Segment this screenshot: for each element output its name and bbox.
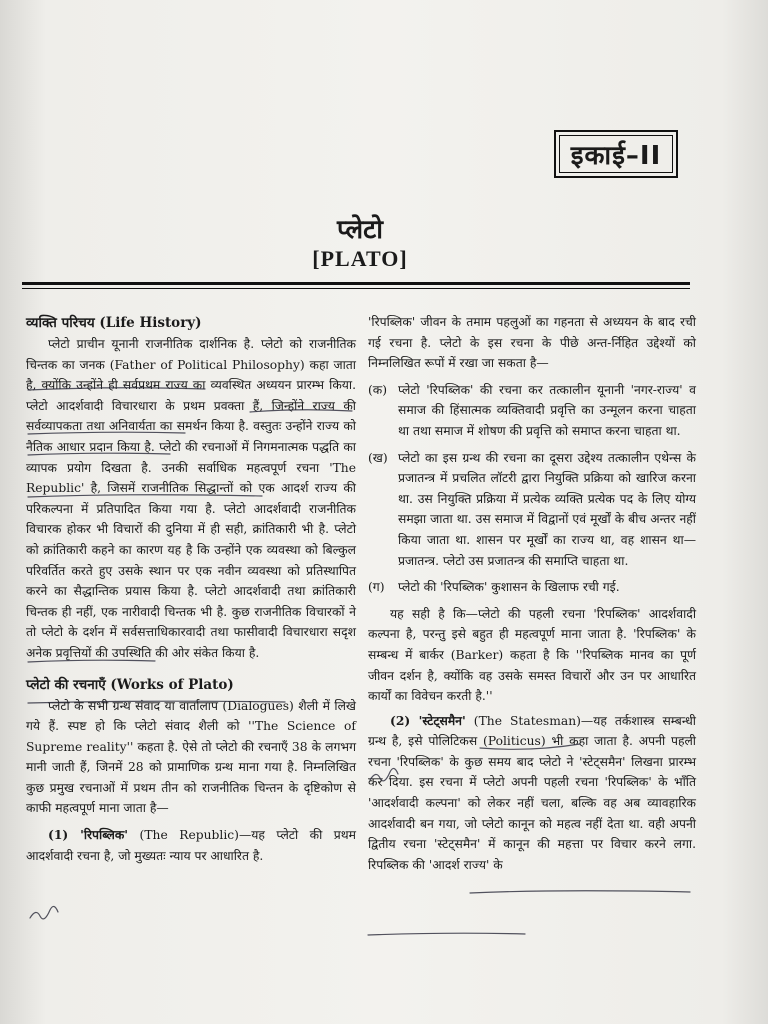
chapter-title-hindi: प्लेटो: [337, 215, 383, 245]
statesman-item-text: (The Statesman)—यह तर्कशास्त्र सम्बन्धी ग्रन्थ है, इसे पोलिटिकस (Politicus) भी कहा जाता है. अपनी पहली रचना 'रिपब्लिक' के कुछ समय बाद प्लेटो ने 'स्टेट्समैन' लिखना प्रारम्भ कर दिया. इस रचना में प्लेटो अपनी पहली रचना 'रिपब्लिक' के भाँति 'आदर्शवादी कल्पना' को लेकर नहीं चला, बल्कि वह अब व्यावहारिक आदर्शवादी बन गया, जो प्लेटो कानून को महत्व नहीं देता था. वही अपनी द्वितीय रचना 'स्टेट्समैन' में कानून की महत्ता पर विचार करने लगा. रिपब्लिक की 'आदर्श राज्य' के: [368, 713, 696, 872]
point-text: प्लेटो 'रिपब्लिक' की रचना कर तत्कालीन यूनानी 'नगर-राज्य' व समाज की हिंसात्मक व्यक्तिवादी प्रवृत्ति का उन्मूलन करना चाहता था तथा समाज में शोषण की प्रवृत्ति को समाप्त करना चाहता था.: [398, 382, 696, 438]
right-column: [368, 312, 696, 875]
works-paragraph: प्लेटो के सभी ग्रन्थ संवाद या वार्तालाप (Dialogues) शैली में लिखे गये हैं. स्पष्ट हो कि प्लेटो संवाद शैली को ''The Science of Supreme reality'' कहता है. ऐसे तो प्लेटो की रचनाएँ 38 के लगभग मानी जाती हैं, जिनमें 28 को प्रामाणिक ग्रन्थ माना गया है. निम्नलिखित कुछ प्रमुख रचनाओं में प्रथम तीन को राजनीतिक चिन्तन के दृष्टिकोण से काफी महत्वपूर्ण माना जाता है—: [26, 698, 356, 816]
statesman-item: [368, 711, 696, 876]
republic-item: [26, 825, 356, 866]
point-text: प्लेटो की 'रिपब्लिक' कुशासन के खिलाफ रची गई.: [398, 580, 620, 595]
life-history-paragraph: प्लेटो प्राचीन यूनानी राजनीतिक दार्शनिक है. प्लेटो को राजनीतिक चिन्तक का जनक (Father of Political Philosophy) कहा जाता है, क्योंकि उन्होंने ही सर्वप्रथम राज्य का व्यवस्थित अध्ययन प्रारम्भ किया. प्लेटो आदर्शवादी विचारधारा के प्रथम प्रवक्ता हैं, जिन्होंने राज्य की सर्वव्यापकता तथा अनिवार्यता का समर्थन किया है. वस्तुतः उन्होंने राज्य को नैतिक आधार प्रदान किया है. प्लेटो की रचनाओं में निगमनात्मक पद्धति का व्यापक प्रयोग दिखता है. उनकी सर्वाधिक महत्वपूर्ण रचना 'The Republic' है, जिसमें राजनीतिक सिद्धान्तों को एक आदर्श राज्य की परिकल्पना में प्रतिपादित किया गया है. प्लेटो आदर्शवादी राजनीतिक विचारक होकर भी विचारों की दुनिया में ही सही, क्रांतिकारी भी है. प्लेटो को क्रांतिकारी कहने का कारण यह है कि उन्होंने एक व्यवस्था को बिल्कुल परिवर्तित करते हुए उसके स्थान पर एक नवीन व्यवस्था को प्रतिस्थापित करने का सैद्धान्तिक प्रयास किया है. प्लेटो आदर्शवादी तथा क्रांतिकारी चिन्तक ही नहीं, एक नारीवादी चिन्तक भी है. कुछ राजनीतिक विचारकों ने तो प्लेटो के दर्शन में सर्वसत्ताधिकारवादी तथा फासीवादी विचारधारा सदृश अनेक प्रवृत्तियों की उपस्थिति की ओर संकेत किया है.: [26, 337, 356, 660]
header-rule-thin: [22, 288, 690, 289]
header-rule-thick: [22, 282, 690, 285]
underline-mark: [470, 891, 690, 893]
objective-point-kha: [368, 448, 696, 572]
point-marker: (ख): [368, 450, 388, 465]
republic-intro: 'रिपब्लिक' जीवन के तमाम पहलुओं का गहनता से अध्ययन के बाद रची गई रचना है. प्लेटो के इस रचना के पीछे अन्त-र्निहित उद्देश्यों को निम्नलिखित रूपों में रखा जा सकता है—: [368, 315, 696, 371]
unit-label: इकाई–II: [570, 141, 662, 171]
works-heading: प्लेटो की रचनाएँ (Works of Plato): [26, 676, 234, 693]
barker-paragraph: यह सही है कि—प्लेटो की पहली रचना 'रिपब्लिक' आदर्शवादी कल्पना है, परन्तु इसे बहुत ही महत्वपूर्ण माना जाता है. 'रिपब्लिक' के सम्बन्ध में बार्कर (Barker) कहता है कि ''रिपब्लिक मानव का पूर्ण जीवन दर्शन है, क्योंकि वह उसके समस्त विचारों और उन पर आधारित कार्यों का विवेचन करती है.'': [368, 606, 696, 704]
point-marker: (क): [368, 382, 388, 397]
unit-label-box: [554, 130, 678, 178]
statesman-item-label: (2) 'स्टेट्समैन': [390, 712, 466, 728]
chapter-title-english: [PLATO]: [312, 246, 408, 271]
life-history-heading: व्यक्ति परिचय (Life History): [26, 315, 202, 331]
republic-item-label: (1) 'रिपब्लिक': [48, 827, 129, 843]
left-column: [26, 312, 356, 866]
point-text: प्लेटो का इस ग्रन्थ की रचना का दूसरा उद्देश्य तत्कालीन एथेन्स के प्रजातन्त्र में प्रचलित लॉटरी द्वारा नियुक्ति प्रक्रिया को खारिज करना था. उस नियुक्ति प्रक्रिया में प्रत्येक व्यक्ति प्रत्येक पद के लिए योग्य समझा जाता था. उस समाज में विद्वानों एवं मूर्खों के बीच अन्तर नहीं किया जाता था. शासन पर मूर्खों का राज्य था, वह शासन था—प्रजातन्त्र. प्लेटो उस प्रजातन्त्र की समाप्ति चाहता था.: [398, 450, 696, 568]
point-marker: (ग): [368, 580, 385, 595]
republic-item-text: (The Republic)—यह प्लेटो की प्रथम आदर्शवादी रचना है, जो मुख्यतः न्याय पर आधारित है.: [26, 828, 357, 863]
objective-point-ka: [368, 380, 696, 442]
tick-mark: [30, 906, 58, 918]
underline-mark: [368, 933, 525, 935]
objective-point-ga: [368, 577, 696, 598]
